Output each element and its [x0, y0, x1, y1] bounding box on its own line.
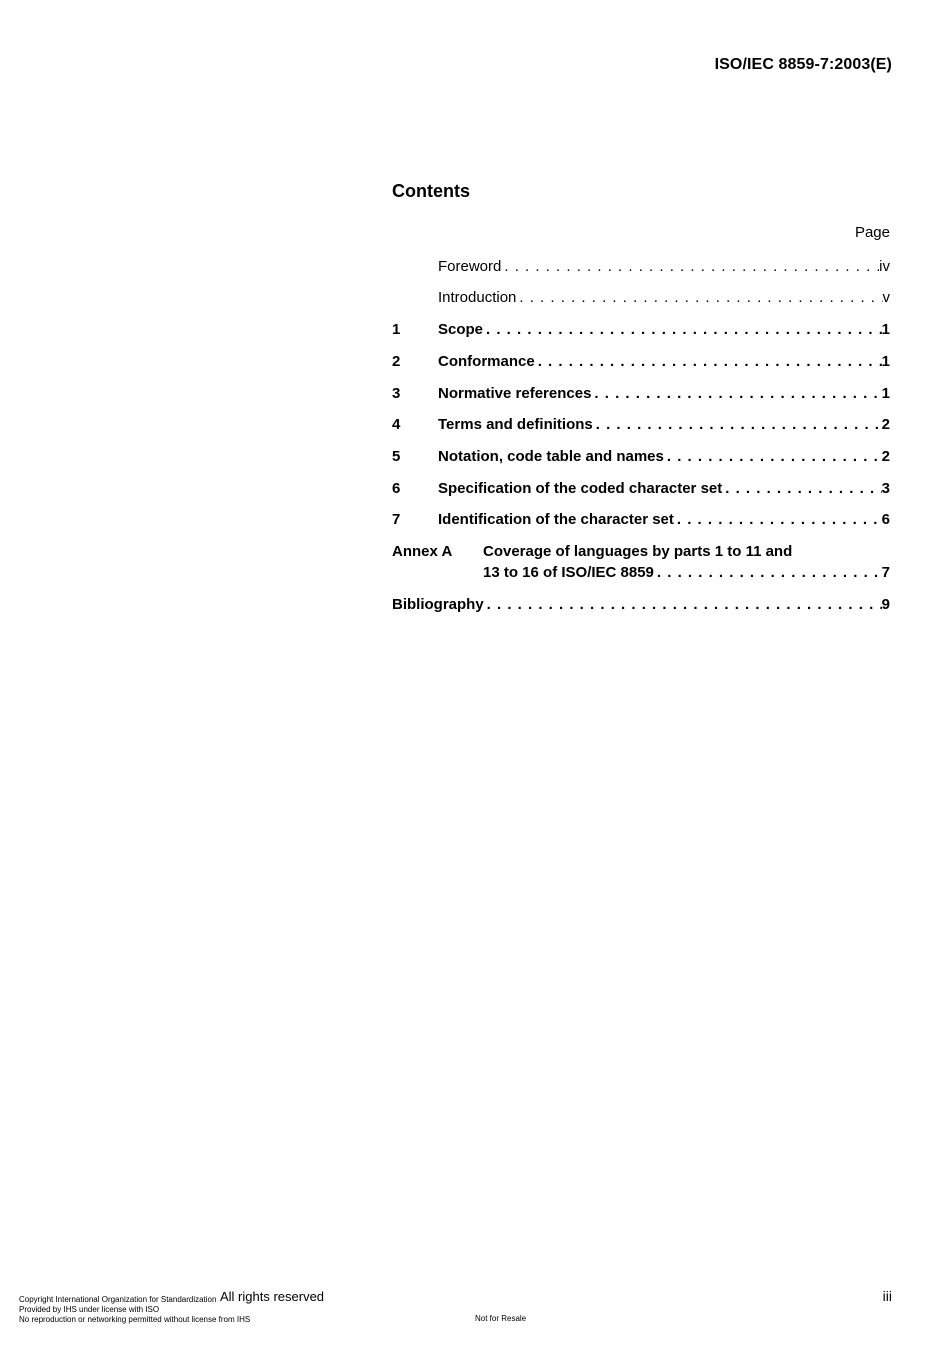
license-stamp-line1: Copyright International Organization for Standardization: [19, 1295, 217, 1304]
dot-leader: [593, 416, 882, 433]
toc-entry-page: 6: [881, 511, 890, 528]
toc-entry-normative-references[interactable]: [392, 385, 890, 402]
dot-leader: [535, 353, 882, 370]
dot-leader: [501, 258, 879, 275]
dot-leader: [674, 511, 882, 528]
toc-entry-specification[interactable]: [392, 480, 890, 497]
license-stamp-line3: No reproduction or networking permitted without license from IHS: [19, 1315, 251, 1324]
toc-entry-title: Conformance: [438, 353, 535, 370]
toc-entry-conformance[interactable]: [392, 353, 890, 370]
dot-leader: [483, 321, 882, 338]
footer-page-number: iii: [882, 1288, 892, 1304]
dot-leader: [591, 385, 881, 402]
not-for-resale-stamp: Not for Resale: [475, 1314, 527, 1323]
annex-label: Annex A: [392, 543, 453, 560]
toc-entry-page: 9: [881, 596, 890, 613]
toc-entry-notation[interactable]: [392, 448, 890, 465]
toc-entry-title: Bibliography: [392, 596, 484, 613]
toc-entry-title: Notation, code table and names: [438, 448, 664, 465]
page-column-label: Page: [854, 224, 890, 241]
toc-entry-number: 3: [392, 385, 401, 402]
toc-entry-page: 1: [881, 321, 890, 338]
dot-leader: [654, 564, 882, 581]
toc-entry-foreword[interactable]: [392, 258, 890, 275]
toc-entry-terms-and-definitions[interactable]: [392, 416, 890, 433]
toc-entry-page: 2: [881, 416, 890, 433]
license-stamp-line2: Provided by IHS under license with ISO: [19, 1305, 160, 1314]
toc-entry-page: iv: [879, 258, 890, 275]
toc-entry-number: 7: [392, 511, 401, 528]
annex-title-line2-row: [483, 564, 890, 581]
toc-entry-title: Normative references: [438, 385, 592, 402]
footer-rights: All rights reserved: [220, 1289, 325, 1304]
toc-entry-page: 1: [881, 385, 890, 402]
dot-leader: [484, 596, 882, 613]
dot-leader: [516, 289, 882, 306]
toc-entry-title: Foreword: [438, 258, 502, 275]
toc-entry-title: Introduction: [438, 289, 517, 306]
toc-entry-page: 2: [881, 448, 890, 465]
toc-entry-number: 2: [392, 353, 401, 370]
toc-entry-page: 1: [881, 353, 890, 370]
toc-entry-title: Scope: [438, 321, 484, 338]
toc-entry-scope[interactable]: [392, 321, 890, 338]
contents-title: Contents: [392, 181, 470, 201]
toc-entry-number: 6: [392, 480, 401, 497]
toc-entry-page: 7: [881, 564, 890, 581]
toc-entry-bibliography[interactable]: [392, 596, 890, 613]
dot-leader: [664, 448, 882, 465]
toc-entry-title: Terms and definitions: [438, 416, 593, 433]
toc-entry-page: 3: [881, 480, 890, 497]
toc-entry-number: 4: [392, 416, 401, 433]
annex-title-line2: 13 to 16 of ISO/IEC 8859: [483, 564, 654, 581]
toc-entry-title: Identification of the character set: [438, 511, 674, 528]
document-id: ISO/IEC 8859-7:2003(E): [714, 56, 892, 73]
annex-title-line1: Coverage of languages by parts 1 to 11 and: [483, 543, 793, 560]
toc-entry-introduction[interactable]: [392, 289, 890, 306]
toc-entry-identification[interactable]: [392, 511, 890, 528]
dot-leader: [722, 480, 881, 497]
toc-entry-number: 5: [392, 448, 401, 465]
toc-entry-title: Specification of the coded character set: [438, 480, 723, 497]
toc-entry-page: v: [882, 289, 890, 306]
toc-entry-number: 1: [392, 321, 401, 338]
